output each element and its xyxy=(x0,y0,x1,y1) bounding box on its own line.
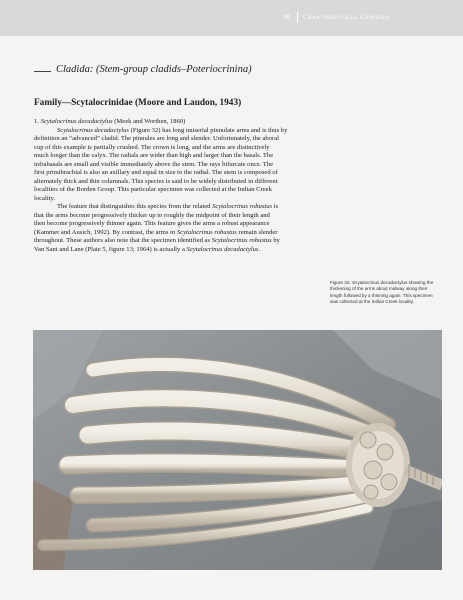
section-heading: Cladida: (Stem-group cladids–Poteriocrinina) xyxy=(56,64,252,75)
text-segment: cup of this example is partially crushed. The crown is long, and the arms are distinctively xyxy=(34,143,270,151)
text-line xyxy=(34,178,432,187)
italic-taxon: Scytalocrinus decadactylus xyxy=(57,126,129,134)
text-segment: that the arms become progressively thicker up to roughly the midpoint of their length and xyxy=(34,211,270,219)
text-segment: throughout. These authors also note that the specimen identified as xyxy=(34,237,212,244)
text-line xyxy=(34,195,432,204)
text-line xyxy=(34,152,432,161)
text-line xyxy=(34,246,432,255)
text-line xyxy=(34,186,432,195)
text-segment: much longer than the calyx. The radials are wider than high and larger than the basals. The xyxy=(34,152,274,159)
text-line xyxy=(34,203,432,212)
header-separator xyxy=(297,12,298,23)
text-segment: by xyxy=(271,237,280,244)
radial-plate xyxy=(377,444,393,460)
text-segment: . xyxy=(258,245,261,253)
species-name: Scytalocrinus decadactylus xyxy=(40,118,113,125)
paragraph-description xyxy=(34,127,432,204)
text-line xyxy=(34,127,432,136)
text-line xyxy=(34,135,432,144)
text-segment: (Kammer and Ausich, 1992). By contrast, the arms in xyxy=(34,228,177,236)
italic-taxon: Scytalocrinus decadactylus xyxy=(186,245,259,253)
paragraph-comparison xyxy=(34,203,432,254)
text-segment: infrabasals are small and visible immediately above the stem. The rays bifurcate once. The xyxy=(34,160,274,168)
body-text xyxy=(34,118,432,254)
text-segment: Van Sant and Lane (Plate 5, figure 13; 1964) is actually a xyxy=(34,245,187,253)
radial-plate xyxy=(381,474,397,490)
text-segment: then become progressively thinner again. This feature gives the arms a robust appearance xyxy=(34,220,270,227)
text-segment: The feature that distinguishes this species from the related xyxy=(57,203,213,210)
fossil-photo xyxy=(33,330,442,570)
figure-caption: Figure 32. Scytalocrinus decadactylus showing the thickening of the arms about midway along their length followed by a thinning again. This specimen was collected at the Indian Creek locality. xyxy=(330,280,434,305)
radial-plate xyxy=(364,461,382,479)
text-segment: remain slender xyxy=(236,228,278,236)
text-line xyxy=(34,229,432,238)
running-header xyxy=(0,0,463,36)
text-line xyxy=(34,144,432,153)
text-line xyxy=(34,212,432,221)
radial-plate xyxy=(364,485,378,499)
text-line xyxy=(34,220,432,229)
text-line xyxy=(34,161,432,170)
text-segment: is xyxy=(272,203,279,210)
text-segment: definition an “advanced” cladid. The pinnules are long and slender. Unfortunately, the aboral xyxy=(34,135,279,142)
species-number: 1. xyxy=(34,118,39,125)
text-segment: first primibrachial is also an axillary and equal in size to the radial. The stem is composed of xyxy=(34,169,278,176)
species-authority: (Meek and Worthen, 1860) xyxy=(114,118,186,125)
family-heading: Family—Scytalocrinidae (Moore and Laudon, 1943) xyxy=(34,98,242,108)
page-number: 39 xyxy=(283,14,291,21)
text-segment: localities of the Borden Group. This particular specimen was collected at the Indian Creek xyxy=(34,186,272,193)
section-rule xyxy=(34,71,51,72)
species-heading xyxy=(34,118,432,127)
crinoid-arm xyxy=(68,463,373,470)
italic-taxon: Scytalocrinus robustus xyxy=(176,228,237,236)
calyx xyxy=(346,423,410,507)
text-line xyxy=(34,169,432,178)
radial-plate xyxy=(360,432,376,448)
text-line xyxy=(34,237,432,246)
text-segment: alternately thick and thin columnals. This species is said to be widely distributed in different xyxy=(34,177,278,185)
italic-taxon: Scytalocrinus robustus xyxy=(212,203,273,210)
italic-taxon: Scytalocrinus robustus xyxy=(211,237,272,244)
text-segment: locality. xyxy=(34,194,55,202)
running-title: Crawfordsville Crinoids xyxy=(303,13,390,21)
fossil-photo-drawing xyxy=(33,330,442,570)
text-segment: (Figure 32) has long uniserial pinnulate arms and is thus by xyxy=(128,126,288,134)
